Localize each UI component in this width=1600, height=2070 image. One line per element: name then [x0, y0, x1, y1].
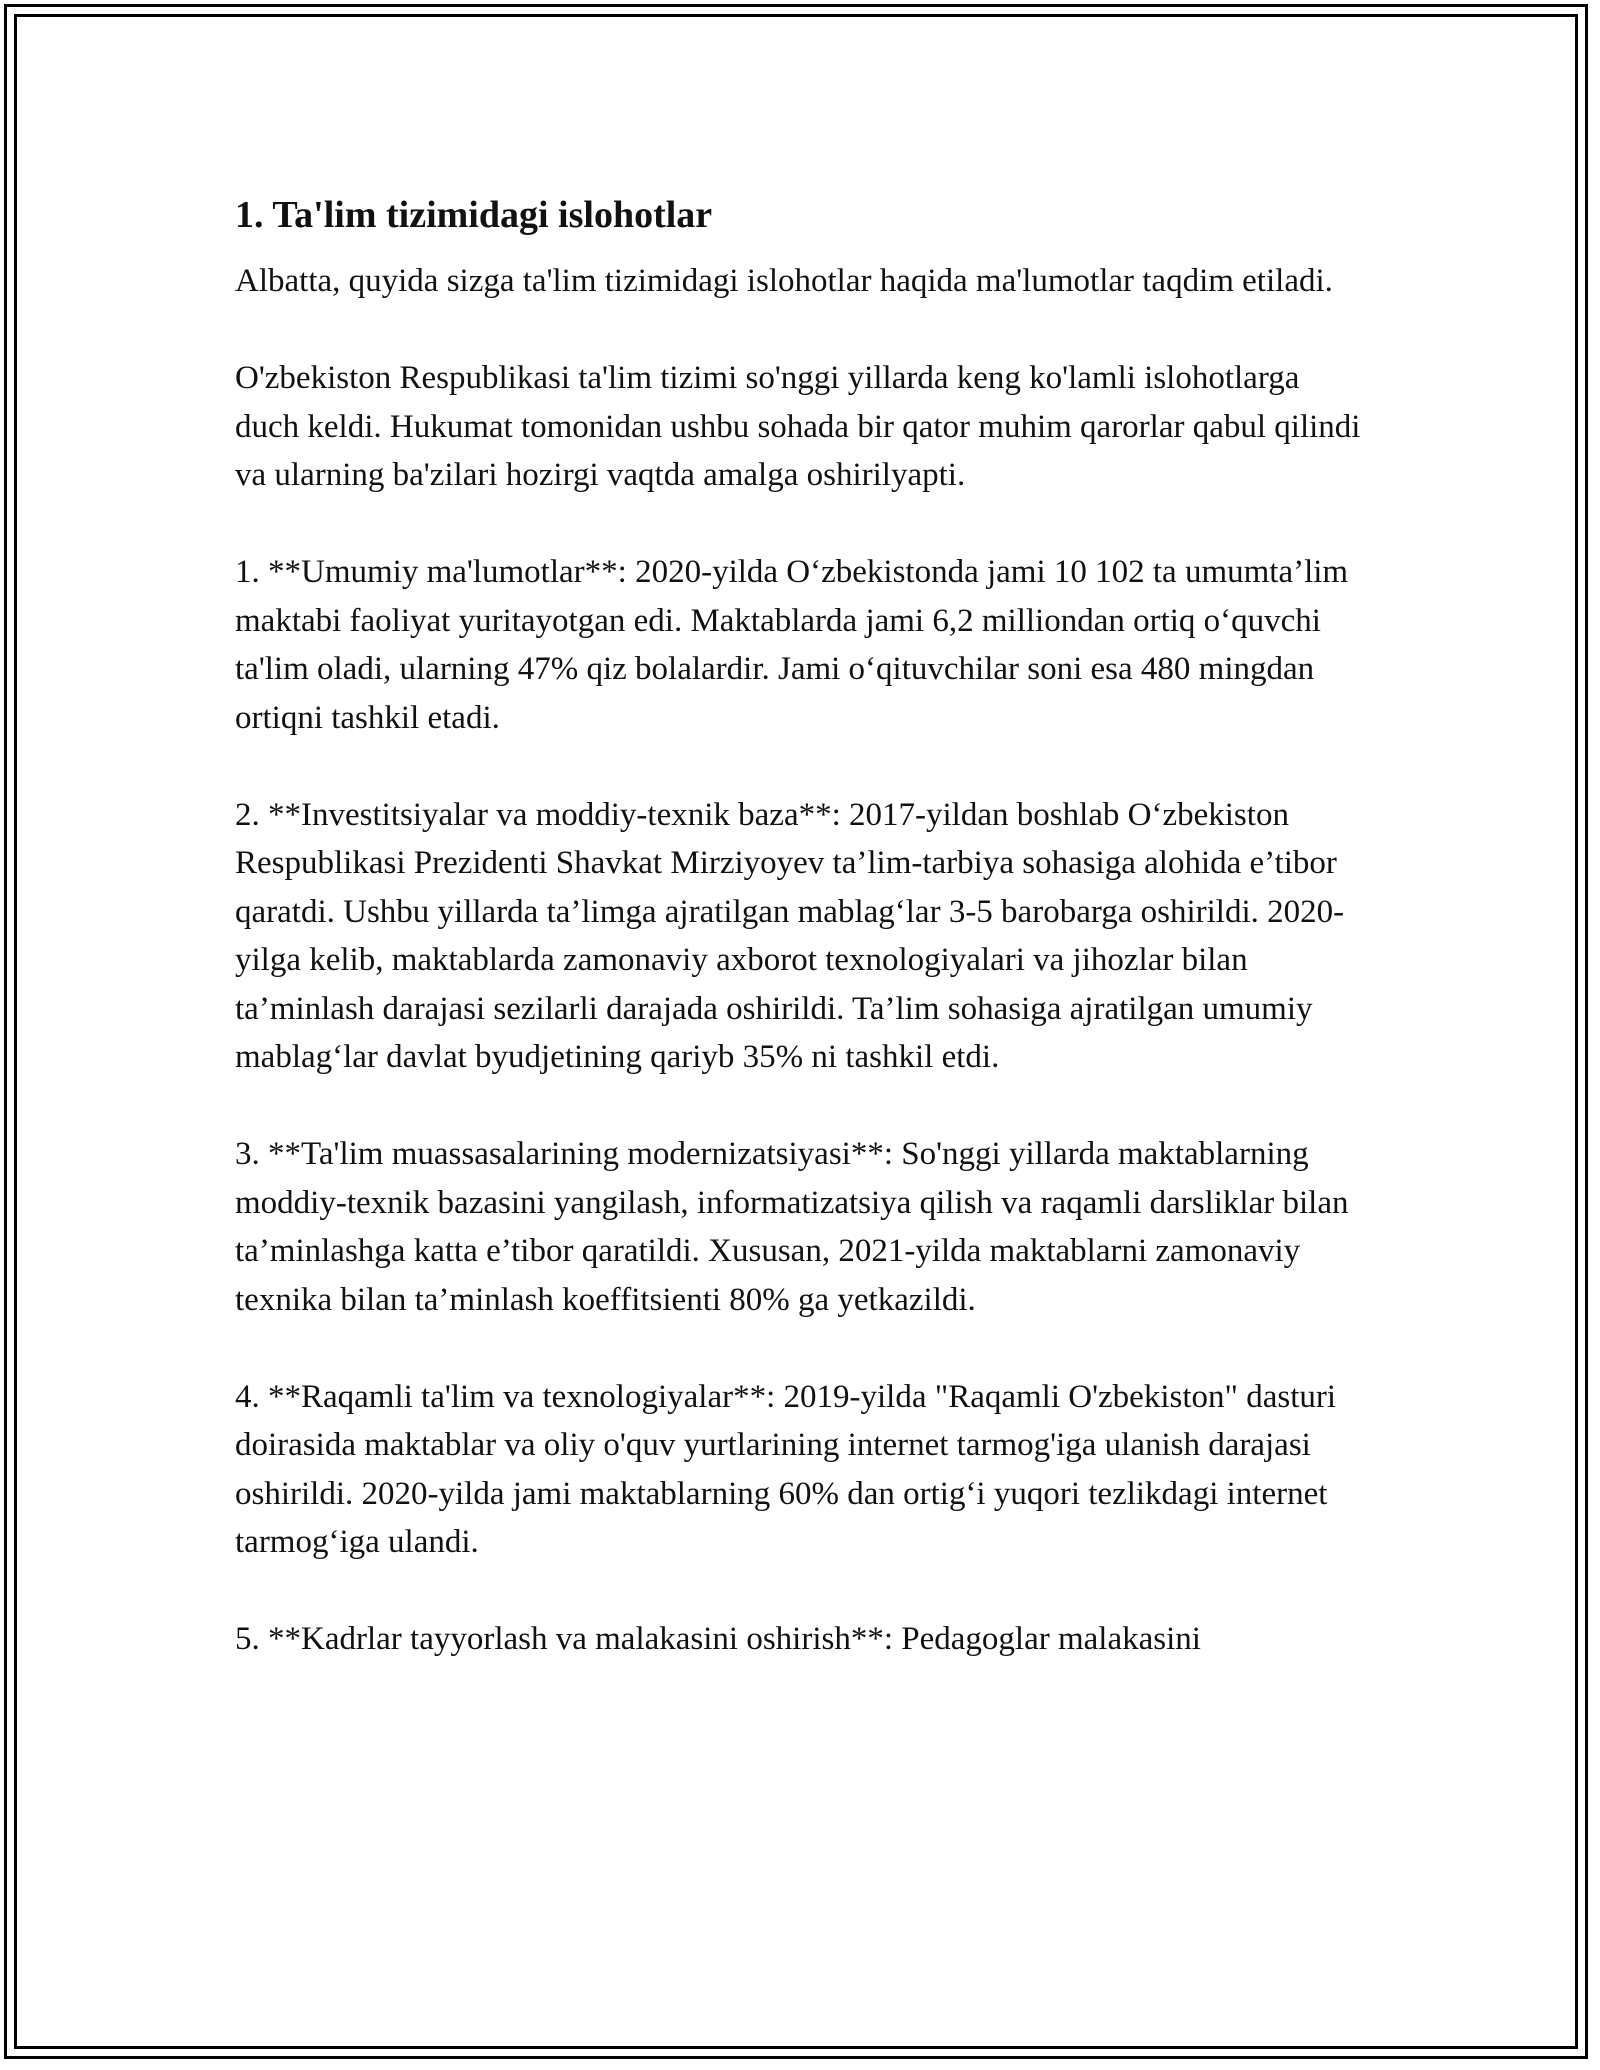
- paragraph-modernization: 3. **Ta'lim muassasalarining modernizatsiyasi**: So'nggi yillarda maktablarning moddiy-texnik bazasini yangilash, informatizatsiya qilish va raqamli darsliklar bilan ta’minlashga katta e’tibor qaratildi. Xususan, 2021-yilda maktablarni zamonaviy texnika bilan ta’minlash koeffitsienti 80% ga yetkazildi.: [235, 1136, 1349, 1318]
- paragraph-digital-education: 4. **Raqamli ta'lim va texnologiyalar**: 2019-yilda "Raqamli O'zbekiston" dasturi doirasida maktablar va oliy o'quv yurtlarining internet tarmog'iga ulanish darajasi oshirildi. 2020-yilda jami maktablarning 60% dan ortig‘i yuqori tezlikdagi internet tarmog‘iga ulandi.: [235, 1378, 1337, 1560]
- paragraph-investments: 2. **Investitsiyalar va moddiy-texnik baza**: 2017-yildan boshlab O‘zbekiston Respublikasi Prezidenti Shavkat Mirziyoyev ta’lim-tarbiya sohasiga alohida e’tibor qaratdi. Ushbu yillarda ta’limga ajratilgan mablag‘lar 3-5 barobarga oshirildi. 2020-yilga kelib, maktablarda zamonaviy axborot texnologiyalari va jihozlar bilan ta’minlash darajasi sezilarli darajada oshirildi. Ta’lim sohasiga ajratilgan umumiy mablag‘lar davlat byudjetining qariyb 35% ni tashkil etdi.: [235, 796, 1345, 1075]
- document-title: 1. Ta'lim tizimidagi islohotlar: [235, 194, 713, 236]
- paragraph-general-info: 1. **Umumiy ma'lumotlar**: 2020-yilda O‘zbekistonda jami 10 102 ta umumta’lim maktabi faoliyat yuritayotgan edi. Maktablarda jami 6,2 milliondan ortiq o‘quvchi ta'lim oladi, ularning 47% qiz bolalardir. Jami o‘qituvchilar soni esa 480 mingdan ortiqni tashkil etadi.: [235, 554, 1349, 736]
- document-body: [235, 185, 1365, 1712]
- paragraph-intro: Albatta, quyida sizga ta'lim tizimidagi islohotlar haqida ma'lumotlar taqdim etiladi.: [235, 263, 1333, 299]
- paragraph-staff-training: 5. **Kadrlar tayyorlash va malakasini oshirish**: Pedagoglar malakasini: [235, 1621, 1201, 1657]
- paragraph-overview: O'zbekiston Respublikasi ta'lim tizimi so'nggi yillarda keng ko'lamli islohotlarga duch keldi. Hukumat tomonidan ushbu sohada bir qator muhim qarorlar qabul qilindi va ularning ba'zilari hozirgi vaqtda amalga oshirilyapti.: [235, 360, 1361, 493]
